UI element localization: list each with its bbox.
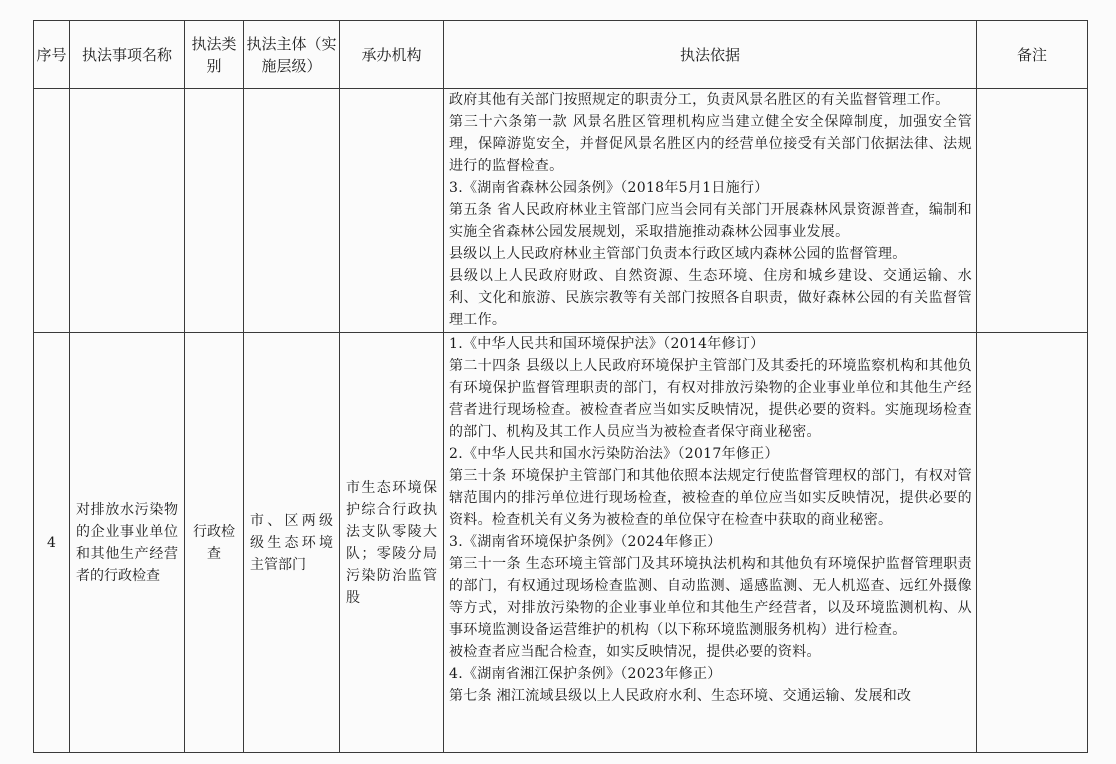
basis-paragraph: 县级以上人民政府林业主管部门负责本行政区域内森林公园的监督管理。 [449, 246, 907, 262]
header-subject: 执法主体（实施层级） [244, 21, 340, 89]
header-basis: 执法依据 [444, 21, 977, 89]
row-seq: 4 [34, 333, 70, 753]
basis-paragraph: 被检查者应当配合检查，如实反映情况，提供必要的资料。 [449, 644, 821, 660]
header-category: 执法类别 [185, 21, 244, 89]
basis-paragraph: 第三十一条 生态环境主管部门及其环境执法机构和其他负有环境保护监督管理职责的部门，有权通过现场检查监测、自动监测、遥感监测、无人机巡查、远红外摄像等方式，对排放污染物的企业事业单位和其他生产经营者，以及环境监测机构、从事环境监测设备运营维护的机构（以下称环境监测服务机构）进行检查。 [449, 556, 972, 638]
header-remark: 备注 [977, 21, 1088, 89]
basis-paragraph: 1.《中华人民共和国环境保护法》（2014年修订） [449, 336, 765, 352]
row-seq [34, 89, 70, 333]
row-agency: 市生态环境保护综合行政执法支队零陵大队；零陵分局污染防治监管股 [340, 333, 444, 753]
row-remark [977, 333, 1088, 753]
basis-paragraph: 第七条 湘江流域县级以上人民政府水利、生态环境、交通运输、发展和改 [449, 688, 912, 704]
row-item-name [70, 89, 185, 333]
header-agency: 承办机构 [340, 21, 444, 89]
header-item-name: 执法事项名称 [70, 21, 185, 89]
table-row [34, 89, 1088, 333]
row-subject [244, 89, 340, 333]
basis-paragraph: 第三十条 环境保护主管部门和其他依照本法规定行使监督管理权的部门，有权对管辖范围内的排污单位进行现场检查，被检查的单位应当如实反映情况，提供必要的资料。检查机关有义务为被检查的单位保守在检查中获取的商业秘密。 [449, 468, 972, 528]
basis-paragraph: 3.《湖南省森林公园条例》（2018年5月1日施行） [449, 180, 769, 196]
row-remark [977, 89, 1088, 333]
row-category [185, 89, 244, 333]
basis-paragraph: 3.《湖南省环境保护条例》（2024年修正） [449, 534, 722, 550]
row-item-name: 对排放水污染物的企业事业单位和其他生产经营者的行政检查 [70, 333, 185, 753]
basis-paragraph: 2.《中华人民共和国水污染防治法》（2017年修正） [449, 446, 779, 462]
basis-paragraph: 县级以上人民政府财政、自然资源、生态环境、住房和城乡建设、交通运输、水利、文化和旅游、民族宗教等有关部门按照各自职责，做好森林公园的有关监督管理工作。 [449, 268, 972, 328]
basis-paragraph: 第三十六条第一款 风景名胜区管理机构应当建立健全安全保障制度，加强安全管理，保障游览安全，并督促风景名胜区内的经营单位接受有关部门依据法律、法规进行的监督检查。 [449, 114, 972, 174]
row-category: 行政检查 [185, 333, 244, 753]
basis-paragraph: 第五条 省人民政府林业主管部门应当会同有关部门开展森林风景资源普查，编制和实施全省森林公园发展规划，采取措施推动森林公园事业发展。 [449, 202, 972, 240]
row-basis [444, 89, 977, 333]
table-row [34, 333, 1088, 753]
row-basis [444, 333, 977, 753]
row-agency [340, 89, 444, 333]
table-header-row [34, 21, 1088, 89]
law-enforcement-table [33, 20, 1088, 753]
basis-paragraph: 4.《湖南省湘江保护条例》（2023年修正） [449, 666, 722, 682]
basis-paragraph: 政府其他有关部门按照规定的职责分工，负责风景名胜区的有关监督管理工作。 [449, 92, 950, 108]
basis-paragraph: 第二十四条 县级以上人民政府环境保护主管部门及其委托的环境监察机构和其他负有环境保护监督管理职责的部门，有权对排放污染物的企业事业单位和其他生产经营者进行现场检查。被检查者应当如实反映情况，提供必要的资料。实施现场检查的部门、机构及其工作人员应当为被检查者保守商业秘密。 [449, 358, 972, 440]
row-subject: 市、区两级级生态环境主管部门 [244, 333, 340, 753]
header-seq: 序号 [34, 21, 70, 89]
